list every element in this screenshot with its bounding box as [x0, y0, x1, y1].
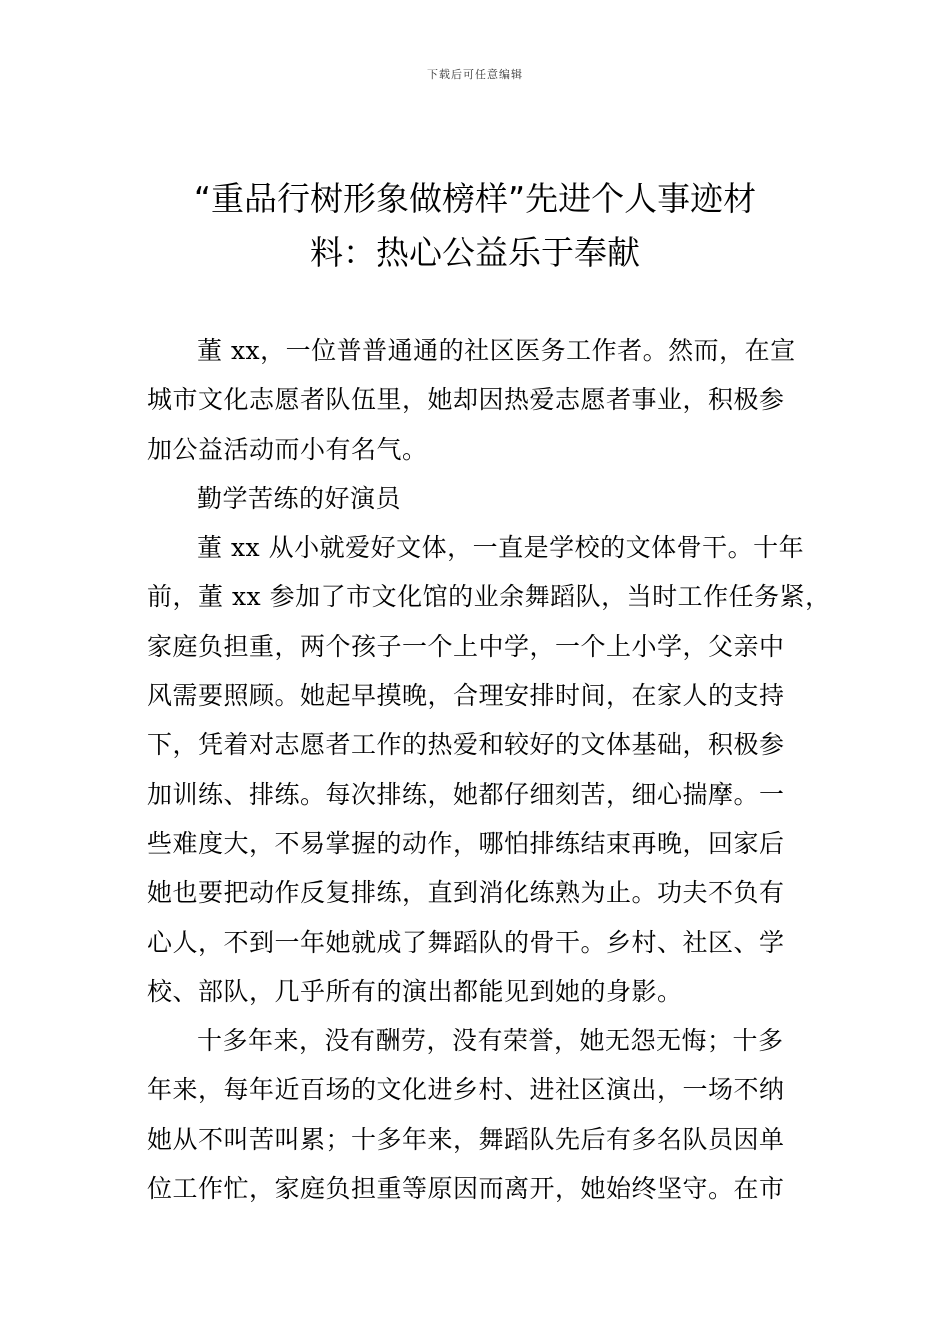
paragraph-line: 家庭负担重，两个孩子一个上中学，一个上小学，父亲中 [147, 631, 785, 661]
paragraph-line: 她也要把动作反复排练，直到消化练熟为止。功夫不负有 [147, 878, 785, 908]
paragraph-line: 董 xx 从小就爱好文体，一直是学校的文体骨干。十年 [197, 533, 805, 563]
paragraph-line: 些难度大，不易掌握的动作，哪怕排练结束再晚，回家后 [147, 828, 785, 858]
section-heading: 勤学苦练的好演员 [197, 483, 402, 513]
title-line-1: “重品行树形象做榜样”先进个人事迹材 [193, 179, 757, 218]
paragraph-line: 加公益活动而小有名气。 [147, 434, 428, 464]
paragraph-line: 董 xx，一位普普通通的社区医务工作者。然而，在宣 [197, 336, 796, 365]
paragraph-line: 下，凭着对志愿者工作的热爱和较好的文体基础，积极参 [147, 730, 785, 760]
title-line-2: 料：热心公益乐于奉献 [310, 233, 640, 272]
paragraph-line: 她从不叫苦叫累；十多年来，舞蹈队先后有多名队员因单 [147, 1124, 785, 1154]
paragraph-line: 前，董 xx 参加了市文化馆的业余舞蹈队，当时工作任务紧， [147, 582, 831, 612]
header-note: 下载后可任意编辑 [427, 68, 523, 81]
paragraph-line: 风需要照顾。她起早摸晚，合理安排时间，在家人的支持 [147, 681, 785, 711]
paragraph-line: 位工作忙，家庭负担重等原因而离开，她始终坚守。在市 [147, 1174, 785, 1204]
paragraph-line: 加训练、排练。每次排练，她都仔细刻苦，细心揣摩。一 [147, 779, 785, 809]
paragraph-line: 十多年来，没有酬劳，没有荣誉，她无怨无悔；十多 [197, 1026, 784, 1056]
document-body [147, 326, 831, 1213]
paragraph-line: 校、部队，几乎所有的演出都能见到她的身影。 [147, 976, 683, 1006]
document-title [150, 172, 800, 280]
paragraph-line: 年来，每年近百场的文化进乡村、进社区演出，一场不纳 [147, 1075, 785, 1105]
paragraph-line: 城市文化志愿者队伍里，她却因热爱志愿者事业，积极参 [147, 385, 785, 415]
paragraph-line: 心人，不到一年她就成了舞蹈队的骨干。乡村、社区、学 [147, 927, 785, 957]
